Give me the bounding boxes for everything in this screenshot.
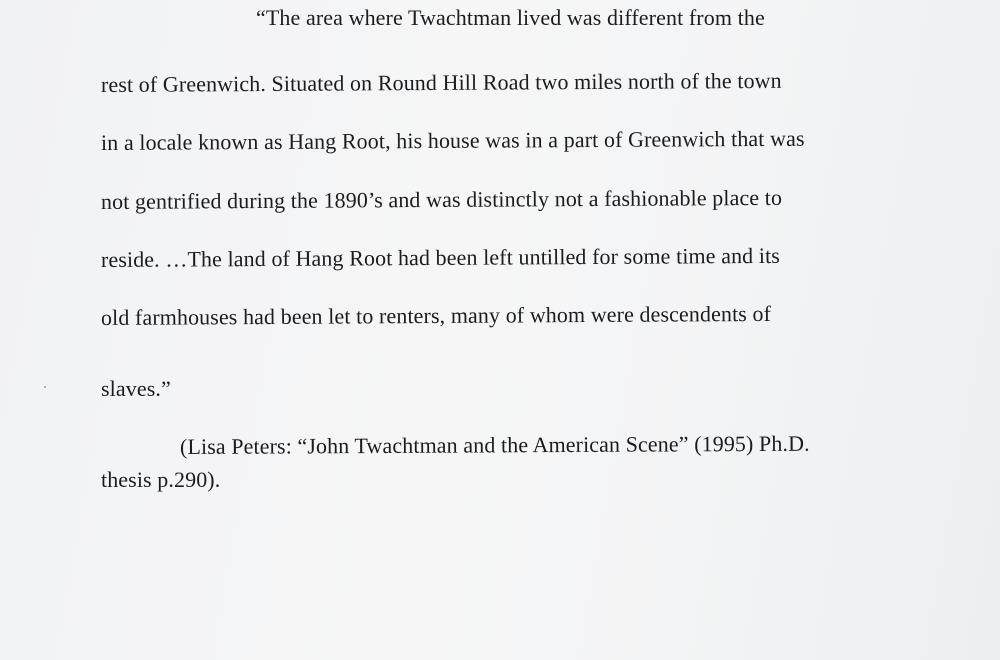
quote-line-2: rest of Greenwich. Situated on Round Hill Road two miles north of the town <box>100 67 782 97</box>
citation-line-1: (Lisa Peters: “John Twachtman and the American Scene” (1995) Ph.D. <box>179 430 810 459</box>
quote-line-3: in a locale known as Hang Root, his house was in a part of Greenwich that was <box>100 125 805 155</box>
quote-line-4: not gentrified during the 1890’s and was distinctly not a fashionable place to <box>100 184 783 214</box>
paper-speck <box>44 386 46 388</box>
quote-line-5: reside. …The land of Hang Root had been left untilled for some time and its <box>100 242 781 272</box>
quote-line-7: slaves.” <box>101 376 171 401</box>
citation-line-2: thesis p.290). <box>101 467 221 492</box>
quote-line-6: old farmhouses had been let to renters, many of whom were descendents of <box>100 300 772 330</box>
quote-line-1: “The area where Twachtman lived was different from the <box>256 5 765 30</box>
